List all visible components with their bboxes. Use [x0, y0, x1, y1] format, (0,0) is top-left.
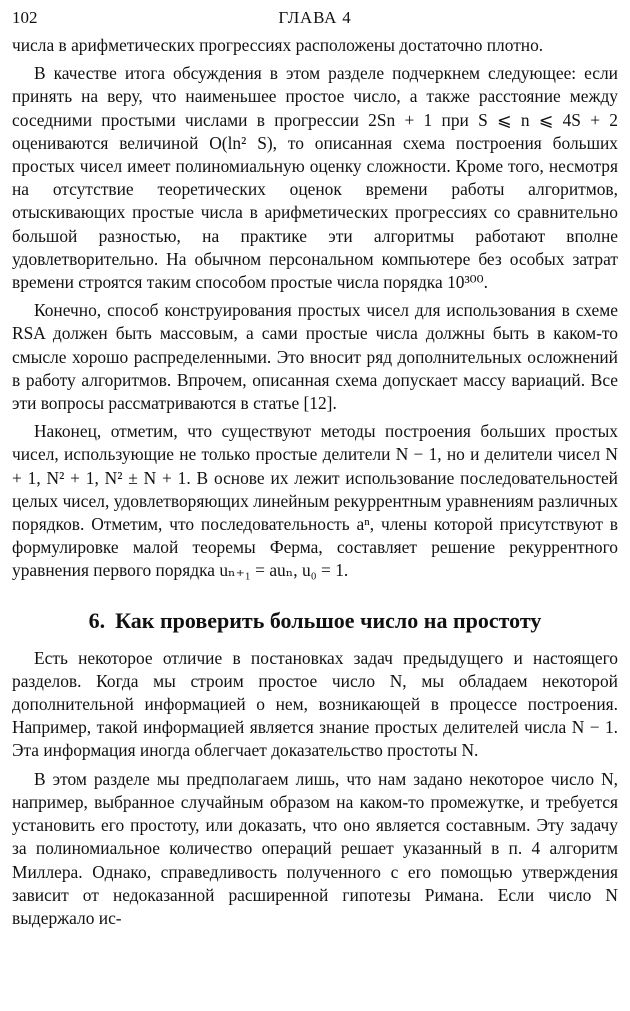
paragraph-rsa: Конечно, способ конструирования простых чисел для использования в схеме RSA должен быть массовым, а сами простые числа должны быть в каком-то смысле хорошо распределенными. Это вносит ряд дополнительных осложнений в работу алгоритмов. Впрочем, описанная схема допускает массу вариаций. Все эти вопросы рассматриваются в статье [12]. [12, 300, 618, 414]
section-number: 6. [88, 607, 106, 633]
page-number: 102 [12, 8, 38, 27]
running-header [12, 6, 618, 34]
paragraph-assumption: В этом разделе мы предполагаем лишь, что нам задано некоторое число N, например, выбранное случайным образом на каком-то промежутке, и требуется установить его простоту, или доказать, что оно является составным. Эту задачу за полиномиальное количество операций решает указанный в п. 4 алгоритм Миллера. Однако, справедливость полученного с его помощью утверждения зависит от недоказанной расширенной гипотезы Римана. Если число N выдержало ис- [12, 768, 618, 928]
section-title-text: Как проверить большое число на простоту [115, 607, 542, 633]
paragraph-continuation: числа в арифметических прогрессиях расположены достаточно плотно. [12, 35, 544, 55]
paragraph-summary: В качестве итога обсуждения в этом разделе подчеркнем следующее: если принять на веру, что наименьшее простое число, а также расстояние между соседними простыми числами в прогрессии 2Sn + 1 при S ⩽ n ⩽ 4S + 2 оцениваются величиной O(ln² S), то описанная схема построения больших простых чисел имеет полиномиальную оценку сложности. Кроме того, несмотря на отсутствие теоретических оценок времени работы алгоритмов, отыскивающих простые числа в арифметических прогрессиях со сравнительно большой разностью, на практике эти алгоритмы работают вполне удовлетворительно. На обычном персональном компьютере без особых затрат времени строятся таким способом простые числа порядка 10³⁰⁰. [12, 63, 618, 293]
body-text [12, 34, 618, 930]
section-heading [12, 607, 618, 635]
paragraph-methods: Наконец, отметим, что существуют методы построения больших простых чисел, использующие не только простые делители N − 1, но и делители чисел N + 1, N² + 1, N² ± N + 1. В основе их лежит использование последовательностей целых чисел, удовлетворяющих линейным рекуррентным уравнениям различных порядков. Отметим, что последовательность aⁿ, члены которой присутствуют в формулировке малой теоремы Ферма, составляет решение рекуррентного уравнения первого порядка uₙ₊₁ = auₙ, u₀ = 1. [12, 421, 618, 581]
chapter-title: ГЛАВА 4 [278, 8, 352, 27]
book-page [12, 6, 618, 935]
paragraph-difference: Есть некоторое отличие в постановках задач предыдущего и настоящего разделов. Когда мы строим простое число N, мы обладаем некоторой дополнительной информацией о нем, возникающей в процессе построения. Например, такой информацией является знание простых делителей числа N − 1. Эта информация иногда облегчает доказательство простоты N. [12, 647, 618, 761]
